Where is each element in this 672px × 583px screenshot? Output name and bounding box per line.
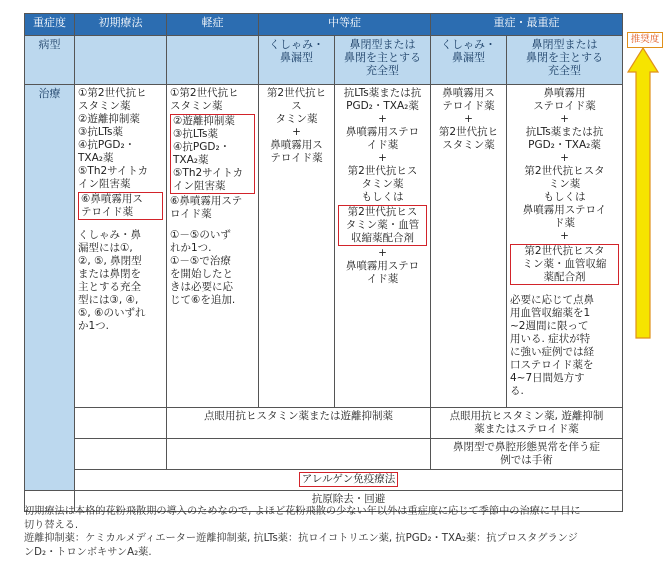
- moderate-header: 中等症: [259, 14, 431, 36]
- type-empty-mild: [167, 36, 259, 85]
- mod-block-boxed: 第2世代抗ヒス タミン薬・血管 収縮薬配合剤: [338, 205, 427, 246]
- treatment-label: 治療: [25, 85, 75, 491]
- note-line-2: 切り替える.: [24, 519, 79, 531]
- initial-item-4: ④抗PGD₂・ TXA₂薬: [78, 139, 136, 164]
- immuno-label: アレルゲン免疫療法: [299, 472, 398, 487]
- mod-block-bottom: + 鼻噴霧用ステロ イド薬: [345, 247, 420, 285]
- treatment-table: [24, 13, 623, 512]
- recommend-label: 推奨度: [627, 32, 663, 48]
- mild-therapy-cell: [167, 85, 259, 408]
- eye-mild-mod: 点眼用抗ヒスタミン薬または遊離抑制薬: [167, 408, 431, 439]
- surgery-cell: 鼻閉型で鼻腔形態異常を伴う症 例では手術: [431, 439, 623, 470]
- sev-block-boxed: 第2世代抗ヒスタ ミン薬・血管収縮 薬配合剤: [510, 244, 619, 285]
- sev-block-type: 鼻閉型または 鼻閉を主とする 充全型: [507, 36, 623, 85]
- initial-header: 初期療法: [75, 14, 167, 36]
- type-label: 病型: [25, 36, 75, 85]
- eye-row: [25, 408, 623, 439]
- initial-item-3: ③抗LTs薬: [78, 126, 123, 138]
- sev-sneeze-therapy: 鼻噴霧用ス テロイド薬 + 第2世代抗ヒ スタミン薬: [431, 85, 507, 408]
- mild-header: 軽症: [167, 14, 259, 36]
- mild-items-boxed: ②遊離抑制薬 ③抗LTs薬 ④抗PGD₂・ TXA₂薬 ⑤Th2サイトカ イン阻害薬: [170, 114, 255, 194]
- mod-block-type: 鼻閉型または 鼻閉を主とする 充全型: [335, 36, 431, 85]
- note-line-1: 初期療法は本格的花粉飛散期の導入のためなので, よほど花粉飛散の少ない年以外は重症度に応じて季節中の治療に早目に: [24, 506, 581, 517]
- mild-note: ①－⑤のいず れか1つ. ①－⑤で治療 を開始したと きは必要に応 じて⑥を追加.: [170, 229, 236, 306]
- initial-item-6-boxed: ⑥鼻噴霧用ス テロイド薬: [78, 192, 163, 220]
- mod-sneeze-type: くしゃみ・ 鼻漏型: [259, 36, 335, 85]
- mod-block-top: 抗LTs薬または抗 PGD₂・TXA₂薬 + 鼻噴霧用ステロ イド薬 + 第2世代抗ヒス タミン薬 もしくは: [343, 87, 422, 203]
- severe-header: 重症・最重症: [431, 14, 623, 36]
- footnotes: [24, 505, 649, 559]
- note-line-4: ンD₂・トロンボキサンA₂薬.: [24, 546, 152, 558]
- sev-block-top: 鼻噴霧用 ステロイド薬 + 抗LTs薬または抗 PGD₂・TXA₂薬 + 第2世代抗ヒスタ ミン薬 もしくは 鼻噴霧用ステロイ ド薬 +: [522, 87, 607, 242]
- mild-item-1: ①第2世代抗ヒ スタミン薬: [170, 87, 239, 112]
- initial-therapy-cell: [75, 85, 167, 408]
- mod-sneeze-therapy: 第2世代抗ヒス タミン薬 + 鼻噴霧用ス テロイド薬: [259, 85, 335, 408]
- treatment-row: [25, 85, 623, 408]
- recommend-arrow: [626, 28, 660, 340]
- eye-severe: 点眼用抗ヒスタミン薬, 遊離抑制 薬またはステロイド薬: [431, 408, 623, 439]
- initial-note: くしゃみ・鼻 漏型には①, ②, ⑤, 鼻閉型 または鼻閉を 主とする充全 型には③, ④, ⑤, ⑥のいずれ か1つ.: [78, 229, 146, 332]
- mild-item-6: ⑥鼻噴霧用ステ ロイド薬: [170, 195, 243, 220]
- type-row: [25, 36, 623, 85]
- immuno-cell: [75, 470, 623, 491]
- sev-block-therapy: [507, 85, 623, 408]
- immuno-row: [25, 470, 623, 491]
- initial-item-5: ⑤Th2サイトカ イン阻害薬: [78, 165, 149, 190]
- surgery-empty-1: [75, 439, 167, 470]
- sev-sneeze-type: くしゃみ・ 鼻漏型: [431, 36, 507, 85]
- mod-block-therapy: [335, 85, 431, 408]
- initial-item-1: ①第2世代抗ヒ スタミン薬: [78, 87, 147, 112]
- sev-block-note: 必要に応じて点鼻 用血管収縮薬を1 ~2週間に限って 用いる. 症状が特 に強い症例では経 口ステロイド薬を 4~7日間処方す る.: [510, 294, 594, 397]
- eye-empty: [75, 408, 167, 439]
- note-line-3: 遊離抑制薬：ケミカルメディエーター遊離抑制薬, 抗LTs薬：抗ロイコトリエン薬, 抗PGD₂・TXA₂薬：抗プロスタグランジ: [24, 533, 578, 544]
- severity-header: 重症度: [25, 14, 75, 36]
- header-row: [25, 14, 623, 36]
- type-empty-initial: [75, 36, 167, 85]
- surgery-row: [25, 439, 623, 470]
- surgery-empty-2: [167, 439, 431, 470]
- avoid-cell: 抗原除去・回避: [75, 491, 623, 512]
- up-arrow-icon: [628, 48, 658, 338]
- initial-item-2: ②遊離抑制薬: [78, 113, 140, 125]
